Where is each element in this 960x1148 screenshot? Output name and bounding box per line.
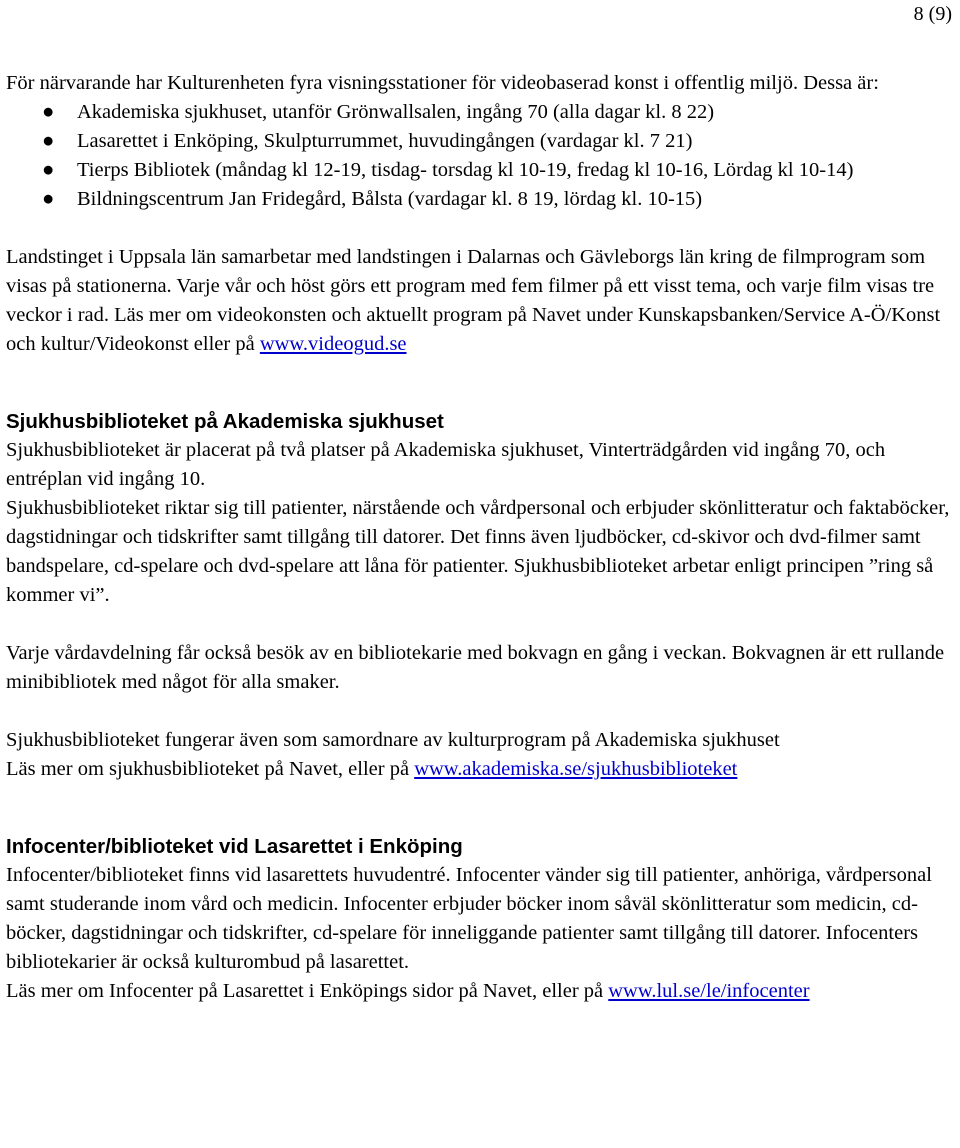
intro-paragraph: För närvarande har Kulturenheten fyra visningsstationer för videobaserad konst i offentlig miljö. Dessa är: — [6, 72, 879, 94]
bullet-icon: ● — [42, 101, 55, 123]
bullet-icon: ● — [42, 130, 55, 152]
sjukhus-paragraph-3: Varje vårdavdelning får också besök av en bibliotekarie med bokvagn en gång i veckan. Bokvagnen är ett rullande minibibliotek med något för alla smaker. — [6, 642, 945, 693]
infocenter-paragraph-1: Infocenter/biblioteket finns vid lasarettets huvudentré. Infocenter vänder sig till patienter, anhöriga, vårdpersonal samt studerande inom vård och medicin. Infocenter erbjuder böcker inom såväl skönlitteratur som medicin, cd-böcker, dagstidningar och tidskrifter, cd-spelare för inneliggande patienter samt tillgång till datorer. Infocenters bibliotekarier är också kulturombud på lasarettet. — [6, 864, 932, 973]
list-item: ● Lasarettet i Enköping, Skulpturrummet, huvudingången (vardagar kl. 7 21) — [6, 127, 951, 156]
akademiska-link[interactable]: www.akademiska.se/sjukhusbiblioteket — [414, 758, 738, 780]
videogud-link[interactable]: www.videogud.se — [259, 333, 407, 355]
sjukhus-paragraph-5: Läs mer om sjukhusbiblioteket på Navet, eller på www.akademiska.se/sjukhusbiblioteket — [6, 758, 738, 780]
station-list — [6, 98, 951, 214]
page-number: 8 (9) — [913, 3, 952, 25]
landstinget-paragraph: Landstinget i Uppsala län samarbetar med landstingen i Dalarnas och Gävleborgs län kring de filmprogram som visas på stationerna. Varje vår och höst görs ett program med fem filmer på ett visst tema, och varje film visas tre veckor i rad. Läs mer om videokonsten och aktuellt program på Navet under Kunskapsbanken/Service A-Ö/Konst och kultur/Videokonst eller på www.videogud.se — [6, 246, 941, 355]
bullet-icon: ● — [42, 188, 55, 210]
document-body — [6, 69, 951, 1006]
infocenter-heading: Infocenter/biblioteket vid Lasarettet i Enköping — [6, 835, 463, 858]
infocenter-paragraph-2: Läs mer om Infocenter på Lasarettet i Enköpings sidor på Navet, eller på www.lul.se/le/infocenter — [6, 980, 810, 1002]
list-item: ● Akademiska sjukhuset, utanför Grönwallsalen, ingång 70 (alla dagar kl. 8 22) — [6, 98, 951, 127]
list-item: ● Bildningscentrum Jan Fridegård, Bålsta (vardagar kl. 8 19, lördag kl. 10-15) — [6, 185, 951, 214]
sjukhusbiblioteket-heading: Sjukhusbiblioteket på Akademiska sjukhuset — [6, 410, 444, 433]
list-item: ● Tierps Bibliotek (måndag kl 12-19, tisdag- torsdag kl 10-19, fredag kl 10-16, Lördag kl 10-14) — [6, 156, 951, 185]
infocenter-link[interactable]: www.lul.se/le/infocenter — [608, 980, 810, 1002]
sjukhus-paragraph-2: Sjukhusbiblioteket riktar sig till patienter, närstående och vårdpersonal och erbjuder skönlitteratur och faktaböcker, dagstidningar och tidskrifter samt tillgång till datorer. Det finns även ljudböcker, cd-skivor och dvd-filmer samt bandspelare, cd-spelare och dvd-spelare att låna för patienter. Sjukhusbiblioteket arbetar enligt principen ”ring så kommer vi”. — [6, 497, 950, 606]
sjukhus-paragraph-4: Sjukhusbiblioteket fungerar även som samordnare av kulturprogram på Akademiska sjukhuset — [6, 729, 780, 751]
sjukhus-paragraph-1: Sjukhusbiblioteket är placerat på två platser på Akademiska sjukhuset, Vinterträdgården vid ingång 70, och entréplan vid ingång 10. — [6, 439, 886, 490]
bullet-icon: ● — [42, 159, 55, 181]
